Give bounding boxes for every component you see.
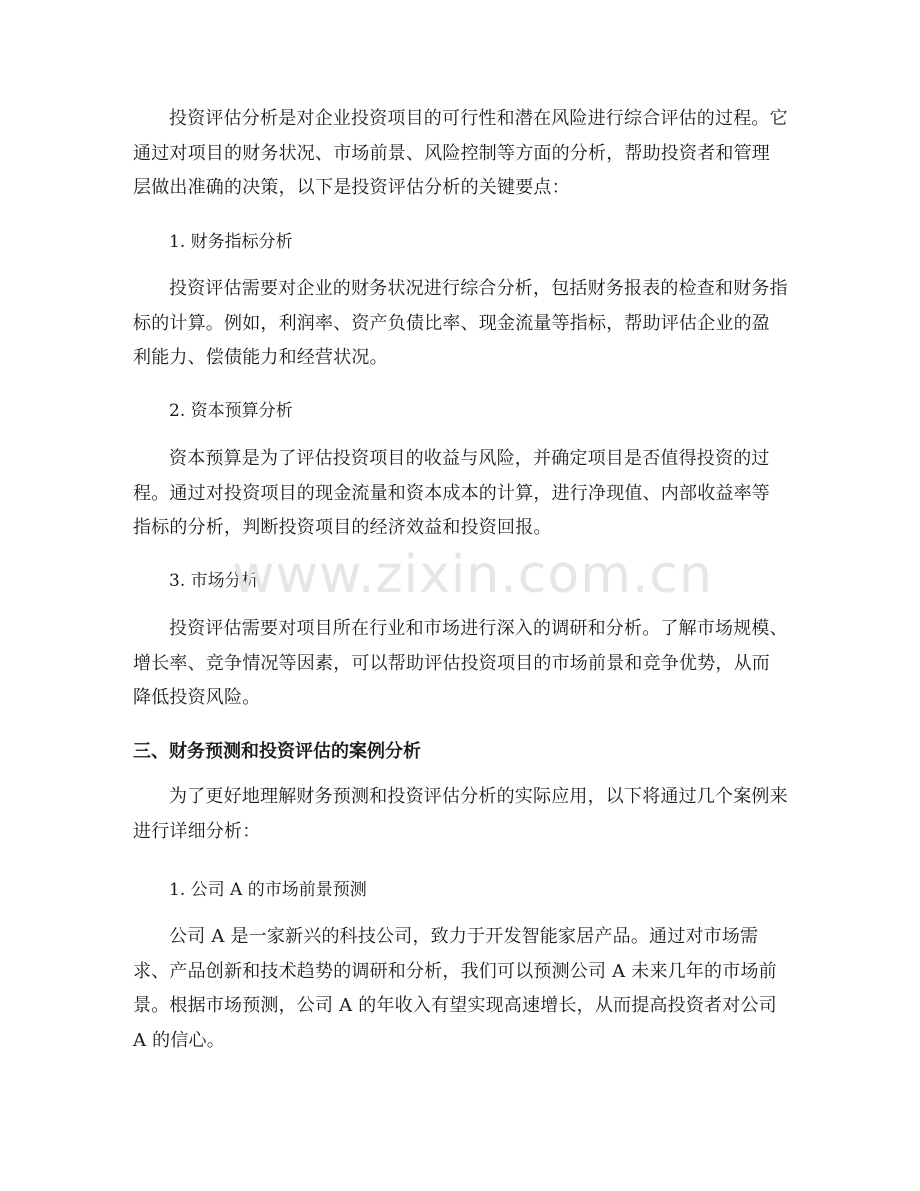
item-3-paragraph: 投资评估需要对项目所在行业和市场进行深入的调研和分析。了解市场规模、增长率、竞争情况等因素，可以帮助评估投资项目的市场前景和竞争优势，从而降低投资风险。 [133,618,788,708]
item-2-title: 2. 资本预算分析 [169,401,293,421]
case-1-paragraph: 公司 A 是一家新兴的科技公司，致力于开发智能家居产品。通过对市场需求、产品创新和技术趋势的调研和分析，我们可以预测公司 A 未来几年的市场前景。根据市场预测，公司 A 的年收入有望实现高速增长，从而提高投资者对公司 A 的信心。 [133,926,777,1051]
section-intro-paragraph: 为了更好地理解财务预测和投资评估分析的实际应用，以下将通过几个案例来进行详细分析： [133,786,788,842]
item-1-title: 1. 财务指标分析 [169,232,293,252]
intro-paragraph: 投资评估分析是对企业投资项目的可行性和潜在风险进行综合评估的过程。它通过对项目的财务状况、市场前景、风险控制等方面的分析，帮助投资者和管理层做出准确的决策，以下是投资评估分析的关键要点： [133,108,788,198]
section-heading: 三、财务预测和投资评估的案例分析 [133,741,421,762]
item-2-paragraph: 资本预算是为了评估投资项目的收益与风险，并确定项目是否值得投资的过程。通过对投资项目的现金流量和资本成本的计算，进行净现值、内部收益率等指标的分析，判断投资项目的经济效益和投资回报。 [133,448,770,538]
item-3-title: 3. 市场分析 [169,571,259,591]
watermark: www.zixin.com.cn [232,545,713,605]
item-1-paragraph: 投资评估需要对企业的财务状况进行综合分析，包括财务报表的检查和财务指标的计算。例如，利润率、资产负债比率、现金流量等指标，帮助评估企业的盈利能力、偿债能力和经营状况。 [133,278,788,368]
case-1-title: 1. 公司 A 的市场前景预测 [169,880,367,900]
